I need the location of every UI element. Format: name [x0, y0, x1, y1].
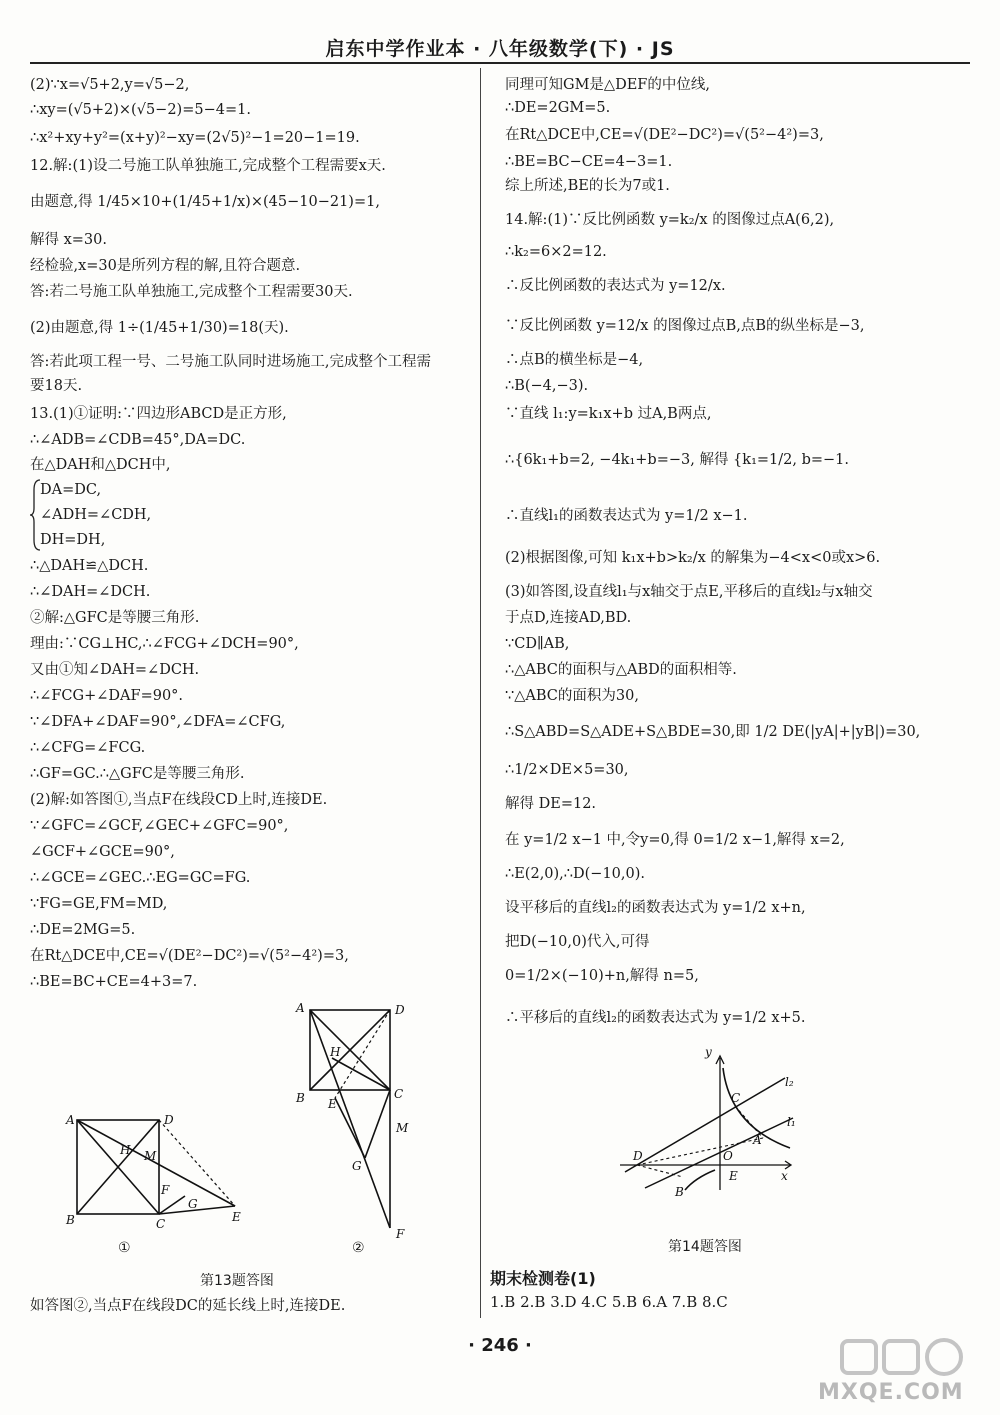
page-number: · 246 ·	[468, 1335, 532, 1356]
watermark-text: MXQE.COM	[818, 1380, 964, 1405]
text-line: ∴点B的横坐标是−4,	[505, 352, 644, 368]
figure-13-label-2: ②	[352, 1240, 365, 1256]
text-line: ∴反比例函数的表达式为 y=12/x.	[505, 278, 726, 294]
text-line: ∴△DAH≌△DCH.	[30, 558, 149, 574]
text-line: ∴∠CFG=∠FCG.	[30, 740, 146, 756]
text-line: ∴GF=GC.∴△GFC是等腰三角形.	[30, 766, 245, 782]
text-line: 14.解:(1)∵反比例函数 y=k₂/x 的图像过点A(6,2),	[505, 212, 835, 228]
text-line: ∴DE=2MG=5.	[30, 922, 136, 938]
text-line: ∴{6k₁+b=2, −4k₁+b=−3, 解得 {k₁=1/2, b=−1.	[505, 452, 849, 468]
text-line: ∴∠DAH=∠DCH.	[30, 584, 151, 600]
svg-text:E: E	[328, 1097, 337, 1111]
text-line: DH=DH,	[40, 532, 106, 548]
text-line: ∵∠GFC=∠GCF,∠GEC+∠GFC=90°,	[30, 818, 289, 834]
svg-text:H: H	[330, 1045, 341, 1059]
figure-13-caption: 第13题答图	[200, 1273, 274, 1289]
text-line: DA=DC,	[40, 482, 102, 498]
svg-text:O: O	[723, 1149, 733, 1163]
svg-text:E: E	[232, 1210, 241, 1224]
svg-text:C: C	[156, 1217, 166, 1231]
text-line: ∴S△ABD=S△ADE+S△BDE=30,即 1/2 DE(|yA|+|yB|)=30,	[505, 724, 921, 740]
text-line: 在Rt△DCE中,CE=√(DE²−DC²)=√(5²−4²)=3,	[505, 127, 824, 143]
text-line: ∴∠GCE=∠GEC.∴EG=GC=FG.	[30, 870, 251, 886]
text-line: 答:若此项工程一号、二号施工队同时进场施工,完成整个工程需	[30, 354, 431, 370]
svg-text:D: D	[395, 1003, 405, 1017]
answer-key: 1.B 2.B 3.D 4.C 5.B 6.A 7.B 8.C	[490, 1293, 728, 1311]
svg-text:C: C	[731, 1091, 741, 1105]
svg-text:A: A	[66, 1113, 75, 1127]
text-line: (2)由题意,得 1÷(1/45+1/30)=18(天).	[30, 320, 289, 336]
text-line: 同理可知GM是△DEF的中位线,	[505, 77, 710, 93]
text-line: ∵FG=GE,FM=MD,	[30, 896, 168, 912]
section-title: 期末检测卷(1)	[490, 1269, 596, 1288]
svg-text:y: y	[705, 1045, 712, 1059]
svg-text:l₁: l₁	[787, 1115, 796, 1129]
text-line: 13.(1)①证明:∵四边形ABCD是正方形,	[30, 406, 287, 422]
text-line: (2)根据图像,可知 k₁x+b>k₂/x 的解集为−4<x<0或x>6.	[505, 550, 881, 566]
svg-text:B: B	[675, 1185, 684, 1199]
header-title: 启东中学作业本 · 八年级数学(下) · JS	[325, 38, 675, 60]
svg-text:D: D	[633, 1149, 643, 1163]
svg-text:F: F	[396, 1227, 405, 1241]
svg-text:E: E	[729, 1169, 738, 1183]
page-header	[30, 32, 970, 64]
svg-text:B: B	[296, 1091, 305, 1105]
text-line: 由题意,得 1/45×10+(1/45+1/x)×(45−10−21)=1,	[30, 194, 380, 210]
text-line: 设平移后的直线l₂的函数表达式为 y=1/2 x+n,	[505, 900, 806, 916]
svg-text:l₂: l₂	[785, 1075, 794, 1089]
text-line: ∵直线 l₁:y=k₁x+b 过A,B两点,	[505, 406, 712, 422]
text-line: ∴x²+xy+y²=(x+y)²−xy=(2√5)²−1=20−1=19.	[30, 130, 360, 146]
text-line: 如答图②,当点F在线段DC的延长线上时,连接DE.	[30, 1298, 346, 1314]
svg-text:A: A	[753, 1133, 762, 1147]
text-line: ∵反比例函数 y=12/x 的图像过点B,点B的纵坐标是−3,	[505, 318, 865, 334]
text-line: 解得 DE=12.	[505, 796, 597, 812]
text-line: ∠GCF+∠GCE=90°,	[30, 844, 175, 860]
text-line: ∴BE=BC−CE=4−3=1.	[505, 154, 673, 170]
text-line: 经检验,x=30是所列方程的解,且符合题意.	[30, 258, 301, 274]
text-line: ∠ADH=∠CDH,	[40, 507, 152, 523]
figure-14-caption: 第14题答图	[668, 1239, 742, 1255]
text-line: 在Rt△DCE中,CE=√(DE²−DC²)=√(5²−4²)=3,	[30, 948, 349, 964]
column-divider	[480, 68, 481, 1318]
text-line: ∴△ABC的面积与△ABD的面积相等.	[505, 662, 737, 678]
text-line: ∴xy=(√5+2)×(√5−2)=5−4=1.	[30, 102, 251, 118]
svg-text:G: G	[352, 1159, 362, 1173]
text-line: ∵△ABC的面积为30,	[505, 688, 639, 704]
watermark-logo-icon	[838, 1335, 968, 1377]
text-line: ∴平移后的直线l₂的函数表达式为 y=1/2 x+5.	[505, 1010, 806, 1026]
svg-text:A: A	[296, 1001, 305, 1015]
text-line: (2)∵x=√5+2,y=√5−2,	[30, 77, 190, 93]
text-line: ∴1/2×DE×5=30,	[505, 762, 629, 778]
watermark	[818, 1335, 978, 1405]
text-line: 在 y=1/2 x−1 中,令y=0,得 0=1/2 x−1,解得 x=2,	[505, 832, 845, 848]
text-line: 综上所述,BE的长为7或1.	[505, 178, 670, 194]
svg-text:D: D	[164, 1113, 174, 1127]
text-line: 于点D,连接AD,BD.	[505, 610, 632, 626]
svg-text:C: C	[394, 1087, 404, 1101]
text-line: ∴B(−4,−3).	[505, 378, 589, 394]
text-line: 理由:∵CG⊥HC,∴∠FCG+∠DCH=90°,	[30, 636, 299, 652]
svg-text:M: M	[144, 1149, 157, 1163]
figure-14-graph	[615, 1040, 815, 1200]
svg-text:G: G	[188, 1197, 198, 1211]
figure-13-diagram-1	[60, 1110, 260, 1260]
text-line: ∵CD∥AB,	[505, 636, 570, 652]
text-line: 12.解:(1)设二号施工队单独施工,完成整个工程需要x天.	[30, 158, 386, 174]
text-line: (3)如答图,设直线l₁与x轴交于点E,平移后的直线l₂与x轴交	[505, 584, 873, 600]
text-line: (2)解:如答图①,当点F在线段CD上时,连接DE.	[30, 792, 328, 808]
svg-text:H: H	[120, 1143, 131, 1157]
text-line: 解得 x=30.	[30, 232, 107, 248]
text-line: 0=1/2×(−10)+n,解得 n=5,	[505, 968, 699, 984]
text-line: ∴直线l₁的函数表达式为 y=1/2 x−1.	[505, 508, 748, 524]
figure-13-label-1: ①	[118, 1240, 131, 1256]
text-line: ∴k₂=6×2=12.	[505, 244, 607, 260]
svg-text:B: B	[66, 1213, 75, 1227]
text-line: ②解:△GFC是等腰三角形.	[30, 610, 200, 626]
text-line: ∴BE=BC+CE=4+3=7.	[30, 974, 198, 990]
text-line: ∵∠DFA+∠DAF=90°,∠DFA=∠CFG,	[30, 714, 286, 730]
figure-13-diagram-2	[290, 998, 420, 1248]
text-line: 答:若二号施工队单独施工,完成整个工程需要30天.	[30, 284, 353, 300]
text-line: 在△DAH和△DCH中,	[30, 457, 171, 473]
text-line: ∴DE=2GM=5.	[505, 100, 611, 116]
svg-text:x: x	[781, 1169, 788, 1183]
text-line: 又由①知∠DAH=∠DCH.	[30, 662, 200, 678]
text-line: ∴∠ADB=∠CDB=45°,DA=DC.	[30, 432, 246, 448]
text-line: ∴E(2,0),∴D(−10,0).	[505, 866, 646, 882]
text-line: ∴∠FCG+∠DAF=90°.	[30, 688, 184, 704]
svg-text:F: F	[161, 1183, 170, 1197]
svg-text:M: M	[396, 1121, 409, 1135]
text-line: 把D(−10,0)代入,可得	[505, 934, 650, 950]
text-line: 要18天.	[30, 378, 83, 394]
